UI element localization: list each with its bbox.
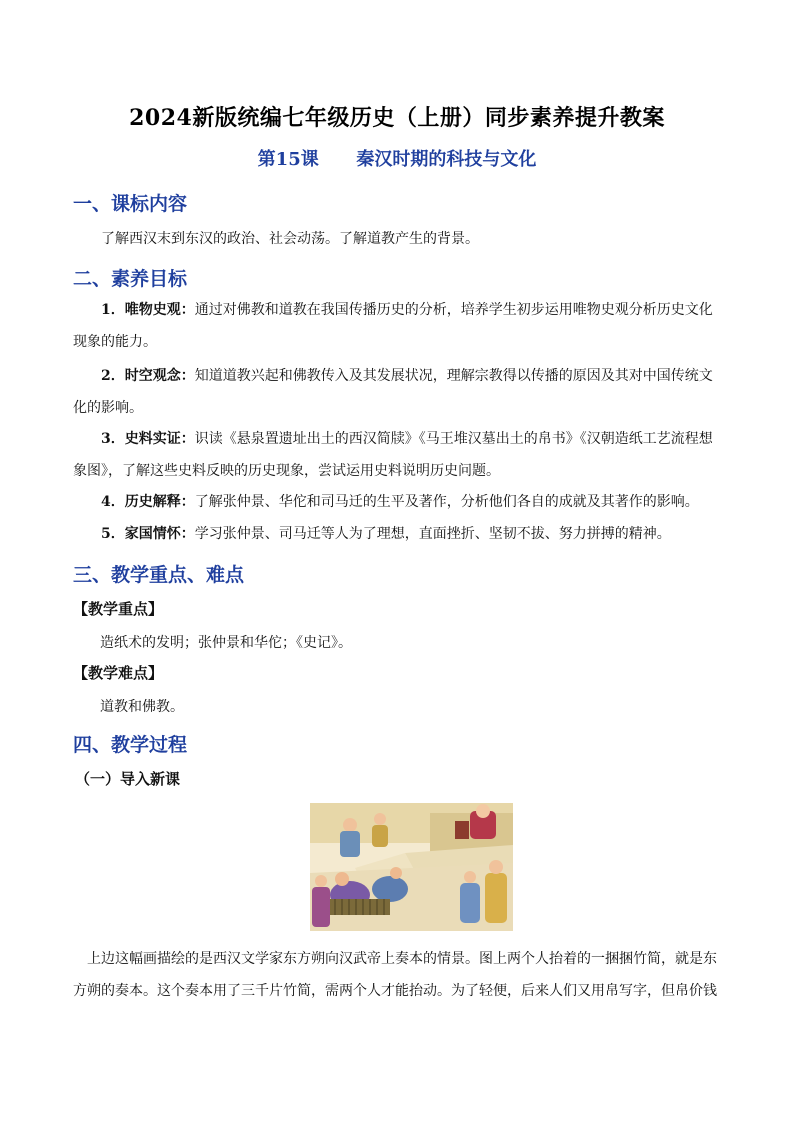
goal-text: 了解张仲景、华佗和司马迁的生平及著作，分析他们各自的成就及其著作的影响。 [194,494,699,510]
goal-item [73,294,723,358]
lesson-subtitle: 第15课 秦汉时期的科技与文化 [257,149,537,170]
goal-label: 4．历史解释： [101,494,195,510]
goal-text: 知道道教兴起和佛教传入及其发展状况，理解宗教得以传播的原因及其对中国传统文化的影响。 [73,368,713,416]
intro-paragraph: 上边这幅画描绘的是西汉文学家东方朔向汉武帝上奏本的情景。图上两个人抬着的一捆捆竹简，就是东方朔的奏本。这个奏本用了三千片竹简，需两个人才能抬动。为了轻便，后来人们又用帛写字，但帛价钱 [73,951,717,999]
goal-label: 5．家国情怀： [101,526,195,542]
goal-label: 3．史料实证： [101,431,195,447]
section-heading-key-points: 三、教学重点、难点 [73,564,245,586]
illustration-drawing [310,803,513,931]
section-heading-goals: 二、素养目标 [73,268,188,290]
key-point-label: 【教学重点】 [73,600,164,618]
key-point-text: 造纸术的发明；张仲景和华佗；《史记》。 [100,635,352,651]
goal-item [73,518,723,550]
goal-item [73,423,723,487]
goal-label: 2．时空观念： [101,368,195,384]
difficulty-text: 道教和佛教。 [100,699,184,715]
goal-text: 通过对佛教和道教在我国传播历史的分析，培养学生初步运用唯物史观分析历史文化现象的能力。 [73,302,713,350]
illustration-dongfang-shuo-memorial [310,803,513,931]
subsection-heading-intro: （一）导入新课 [75,770,181,788]
section-heading-curriculum: 一、课标内容 [73,193,188,215]
curriculum-text: 了解西汉末到东汉的政治、社会动荡。了解道教产生的背景。 [101,231,479,247]
section-heading-process: 四、教学过程 [73,734,188,756]
difficulty-label: 【教学难点】 [73,664,164,682]
goal-text: 识读《悬泉置遗址出土的西汉简牍》《马王堆汉墓出土的帛书》《汉朝造纸工艺流程想象图》，了解这些史料反映的历史现象，尝试运用史料说明历史问题。 [73,431,713,479]
document-title: 2024新版统编七年级历史（上册）同步素养提升教案 [129,105,665,131]
goal-text: 学习张仲景、司马迁等人为了理想，直面挫折、坚韧不拔、努力拼搏的精神。 [194,526,671,542]
goal-item [73,486,723,518]
goal-item [73,360,723,424]
goal-label: 1．唯物史观： [101,302,195,318]
